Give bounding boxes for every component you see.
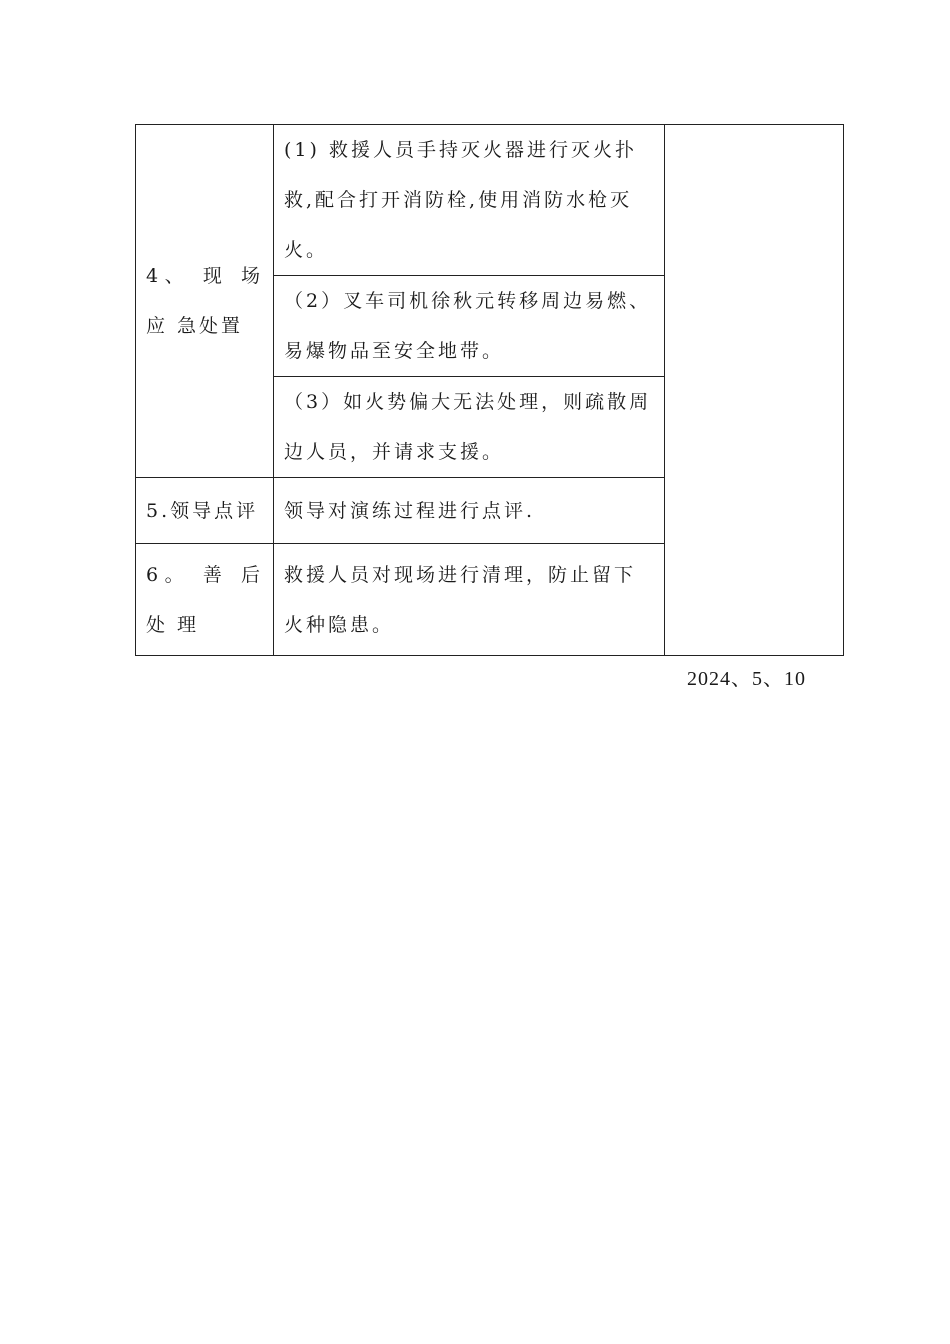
step-cell: (1) 救援人员手持灭火器进行灭火扑救,配合打开消防栓,使用消防水枪灭火。: [274, 125, 665, 276]
row-label-leader-review: 5.领导点评: [136, 478, 274, 544]
drill-procedure-table: [135, 124, 844, 656]
table-row: [136, 125, 844, 276]
step-cell: （3）如火势偏大无法处理，则疏散周边人员，并请求支援。: [274, 377, 665, 478]
step-cell: （2）叉车司机徐秋元转移周边易燃、易爆物品至安全地带。: [274, 276, 665, 377]
remarks-cell: [665, 125, 844, 656]
content-cell: 救援人员对现场进行清理，防止留下火种隐患。: [274, 544, 665, 656]
row-label-onsite-response: 4、 现 场 应 急处置: [136, 125, 274, 478]
row-label-aftermath: 6。 善 后 处 理: [136, 544, 274, 656]
content-cell: 领导对演练过程进行点评.: [274, 478, 665, 544]
document-date: 2024、5、10: [687, 668, 806, 690]
